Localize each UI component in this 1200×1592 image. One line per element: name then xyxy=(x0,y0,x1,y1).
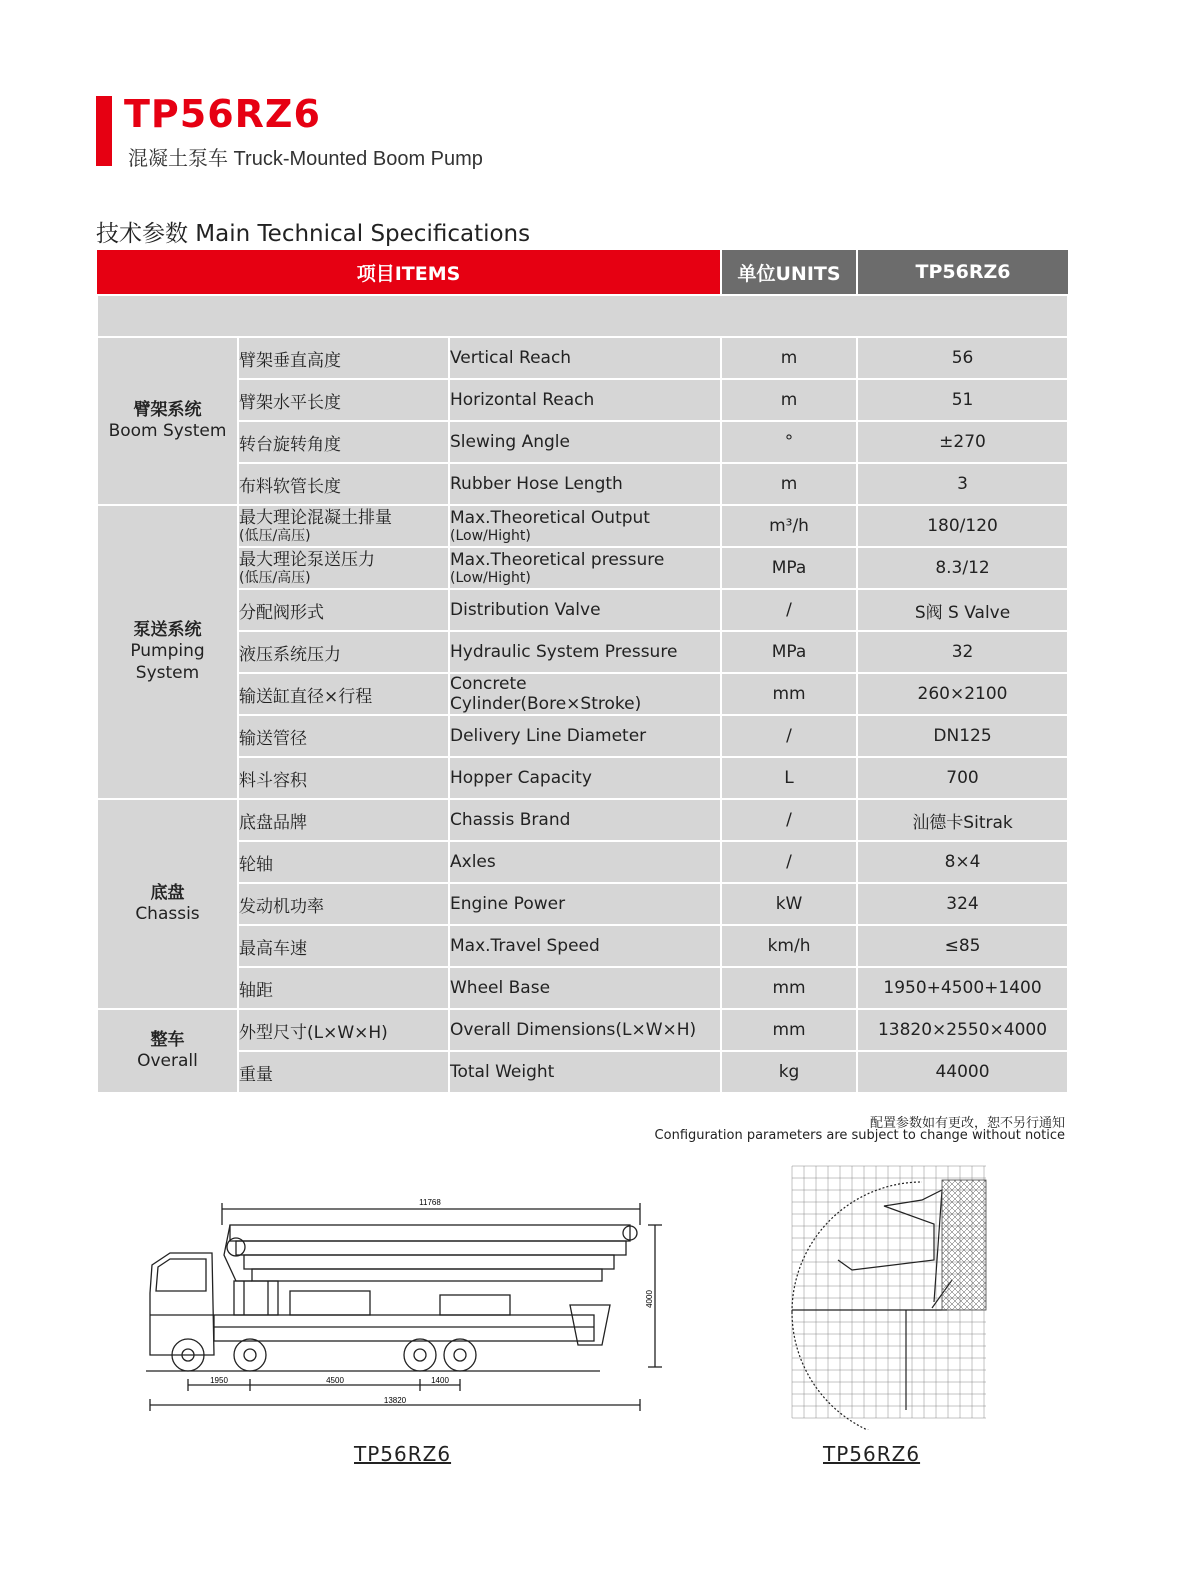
table-row xyxy=(97,967,1068,1009)
header-units: 单位UNITS xyxy=(721,250,857,295)
product-subtitle: 混凝土泵车 Truck-Mounted Boom Pump xyxy=(128,148,483,170)
item-unit: m xyxy=(721,463,857,505)
truck-drawing-caption: TP56RZ6 xyxy=(354,1442,452,1466)
item-name-cn: 轴距 xyxy=(238,967,449,1009)
table-row xyxy=(97,925,1068,967)
reach-diagram xyxy=(772,1160,992,1430)
item-value: 3 xyxy=(857,463,1068,505)
truck-side-drawing xyxy=(140,1195,680,1455)
item-name-cn: 分配阀形式 xyxy=(238,589,449,631)
item-name-en: Chassis Brand xyxy=(449,799,721,841)
group-label-cn: 泵送系统 xyxy=(133,620,202,641)
item-value: 汕德卡Sitrak xyxy=(857,799,1068,841)
item-unit: m xyxy=(721,379,857,421)
item-name-cn: 液压系统压力 xyxy=(238,631,449,673)
item-name-en-main: Max.Theoretical Output xyxy=(450,507,650,528)
item-unit: kW xyxy=(721,883,857,925)
item-value: DN125 xyxy=(857,715,1068,757)
item-value: 51 xyxy=(857,379,1068,421)
item-unit: ° xyxy=(721,421,857,463)
item-value: 324 xyxy=(857,883,1068,925)
table-row xyxy=(97,379,1068,421)
item-unit: / xyxy=(721,715,857,757)
item-name-cn: 料斗容积 xyxy=(238,757,449,799)
header-items: 项目ITEMS xyxy=(97,250,721,295)
group-label-cn: 底盘 xyxy=(150,882,185,903)
table-row xyxy=(97,673,1068,715)
item-name-cn-main: 最大理论混凝土排量 xyxy=(239,507,392,528)
item-value: 13820×2550×4000 xyxy=(857,1009,1068,1051)
dim-total-length: 11768 xyxy=(419,1198,441,1207)
item-value: ≤85 xyxy=(857,925,1068,967)
group-label xyxy=(97,799,238,1009)
group-label xyxy=(97,1009,238,1093)
item-value: 8×4 xyxy=(857,841,1068,883)
item-name-cn: 臂架垂直高度 xyxy=(238,337,449,379)
item-value: 32 xyxy=(857,631,1068,673)
item-name-cn: 轮轴 xyxy=(238,841,449,883)
section-title: 技术参数 Main Technical Specifications xyxy=(96,221,531,247)
item-name-cn: 发动机功率 xyxy=(238,883,449,925)
item-unit: km/h xyxy=(721,925,857,967)
table-row xyxy=(97,463,1068,505)
item-name-cn: 转台旋转角度 xyxy=(238,421,449,463)
dim-wheelbase-3: 1400 xyxy=(431,1376,449,1385)
item-name-en: Vertical Reach xyxy=(449,337,721,379)
item-name-cn xyxy=(238,505,449,547)
item-name-cn xyxy=(238,547,449,589)
item-value: 56 xyxy=(857,337,1068,379)
dim-wheelbase-1: 1950 xyxy=(210,1376,228,1385)
item-unit: / xyxy=(721,589,857,631)
item-name-en xyxy=(449,547,721,589)
item-name-en: Horizontal Reach xyxy=(449,379,721,421)
item-unit: MPa xyxy=(721,547,857,589)
dim-wheelbase-2: 4500 xyxy=(326,1376,344,1385)
item-name-cn: 输送管径 xyxy=(238,715,449,757)
item-value: 180/120 xyxy=(857,505,1068,547)
item-name-cn-sub: (低压/高压) xyxy=(239,527,311,544)
item-name-cn: 最高车速 xyxy=(238,925,449,967)
table-row xyxy=(97,547,1068,589)
table-row xyxy=(97,421,1068,463)
item-value: 1950+4500+1400 xyxy=(857,967,1068,1009)
spec-table xyxy=(96,250,1069,1094)
table-row xyxy=(97,1009,1068,1051)
table-row xyxy=(97,715,1068,757)
item-name-cn: 底盘品牌 xyxy=(238,799,449,841)
header-model: TP56RZ6 xyxy=(857,250,1068,295)
item-unit: m xyxy=(721,337,857,379)
item-name-cn: 输送缸直径×行程 xyxy=(238,673,449,715)
table-row xyxy=(97,337,1068,379)
item-name-cn: 外型尺寸(L×W×H) xyxy=(238,1009,449,1051)
table-row xyxy=(97,757,1068,799)
item-name-cn: 布料软管长度 xyxy=(238,463,449,505)
item-name-en: Concrete Cylinder(Bore×Stroke) xyxy=(449,673,721,715)
item-name-en xyxy=(449,505,721,547)
item-name-en: Overall Dimensions(L×W×H) xyxy=(449,1009,721,1051)
item-name-en: Hopper Capacity xyxy=(449,757,721,799)
notice-cn: 配置参数如有更改，恕不另行通知 xyxy=(869,1116,1065,1131)
table-row xyxy=(97,1051,1068,1093)
group-label xyxy=(97,505,238,799)
item-unit: MPa xyxy=(721,631,857,673)
item-unit: / xyxy=(721,841,857,883)
item-unit: mm xyxy=(721,1009,857,1051)
dim-height: 4000 xyxy=(645,1290,654,1308)
table-header-row xyxy=(97,250,1068,295)
item-value: 44000 xyxy=(857,1051,1068,1093)
table-row xyxy=(97,841,1068,883)
item-value: 700 xyxy=(857,757,1068,799)
item-name-en-sub: (Low/Hight) xyxy=(450,569,531,586)
item-name-en: Rubber Hose Length xyxy=(449,463,721,505)
group-label-en: Chassis xyxy=(135,904,200,924)
item-name-cn-main: 最大理论泵送压力 xyxy=(239,549,375,570)
spec-table-body xyxy=(97,337,1068,1093)
group-label-cn: 臂架系统 xyxy=(133,399,202,420)
table-row xyxy=(97,505,1068,547)
item-value: S阀 S Valve xyxy=(857,589,1068,631)
item-unit: kg xyxy=(721,1051,857,1093)
item-name-en: Max.Travel Speed xyxy=(449,925,721,967)
item-name-cn-sub: (低压/高压) xyxy=(239,569,311,586)
table-row xyxy=(97,589,1068,631)
item-unit: / xyxy=(721,799,857,841)
item-unit: m³/h xyxy=(721,505,857,547)
item-name-en: Total Weight xyxy=(449,1051,721,1093)
item-value: ±270 xyxy=(857,421,1068,463)
item-name-en: Distribution Valve xyxy=(449,589,721,631)
item-value: 8.3/12 xyxy=(857,547,1068,589)
item-name-en: Hydraulic System Pressure xyxy=(449,631,721,673)
item-name-en-sub: (Low/Hight) xyxy=(450,527,531,544)
notice-en: Configuration parameters are subject to change without notice xyxy=(654,1128,1065,1143)
dim-overall-length: 13820 xyxy=(383,1396,407,1405)
title-accent-bar xyxy=(96,96,112,166)
item-name-cn: 重量 xyxy=(238,1051,449,1093)
item-name-en: Engine Power xyxy=(449,883,721,925)
item-unit: L xyxy=(721,757,857,799)
table-row xyxy=(97,799,1068,841)
item-name-en-main: Max.Theoretical pressure xyxy=(450,549,665,570)
reach-diagram-caption: TP56RZ6 xyxy=(823,1442,921,1466)
table-row xyxy=(97,631,1068,673)
item-value: 260×2100 xyxy=(857,673,1068,715)
item-unit: mm xyxy=(721,967,857,1009)
item-name-en: Slewing Angle xyxy=(449,421,721,463)
model-title: TP56RZ6 xyxy=(124,92,321,136)
item-name-en: Axles xyxy=(449,841,721,883)
group-label xyxy=(97,337,238,505)
reach-hatch-zone xyxy=(942,1180,986,1310)
item-name-en: Delivery Line Diameter xyxy=(449,715,721,757)
group-label-en: Pumping System xyxy=(130,641,205,683)
group-label-cn: 整车 xyxy=(150,1029,185,1050)
item-name-en: Wheel Base xyxy=(449,967,721,1009)
item-name-cn: 臂架水平长度 xyxy=(238,379,449,421)
item-unit: mm xyxy=(721,673,857,715)
group-label-en: Boom System xyxy=(108,421,227,441)
table-row xyxy=(97,883,1068,925)
group-label-en: Overall xyxy=(137,1051,198,1071)
